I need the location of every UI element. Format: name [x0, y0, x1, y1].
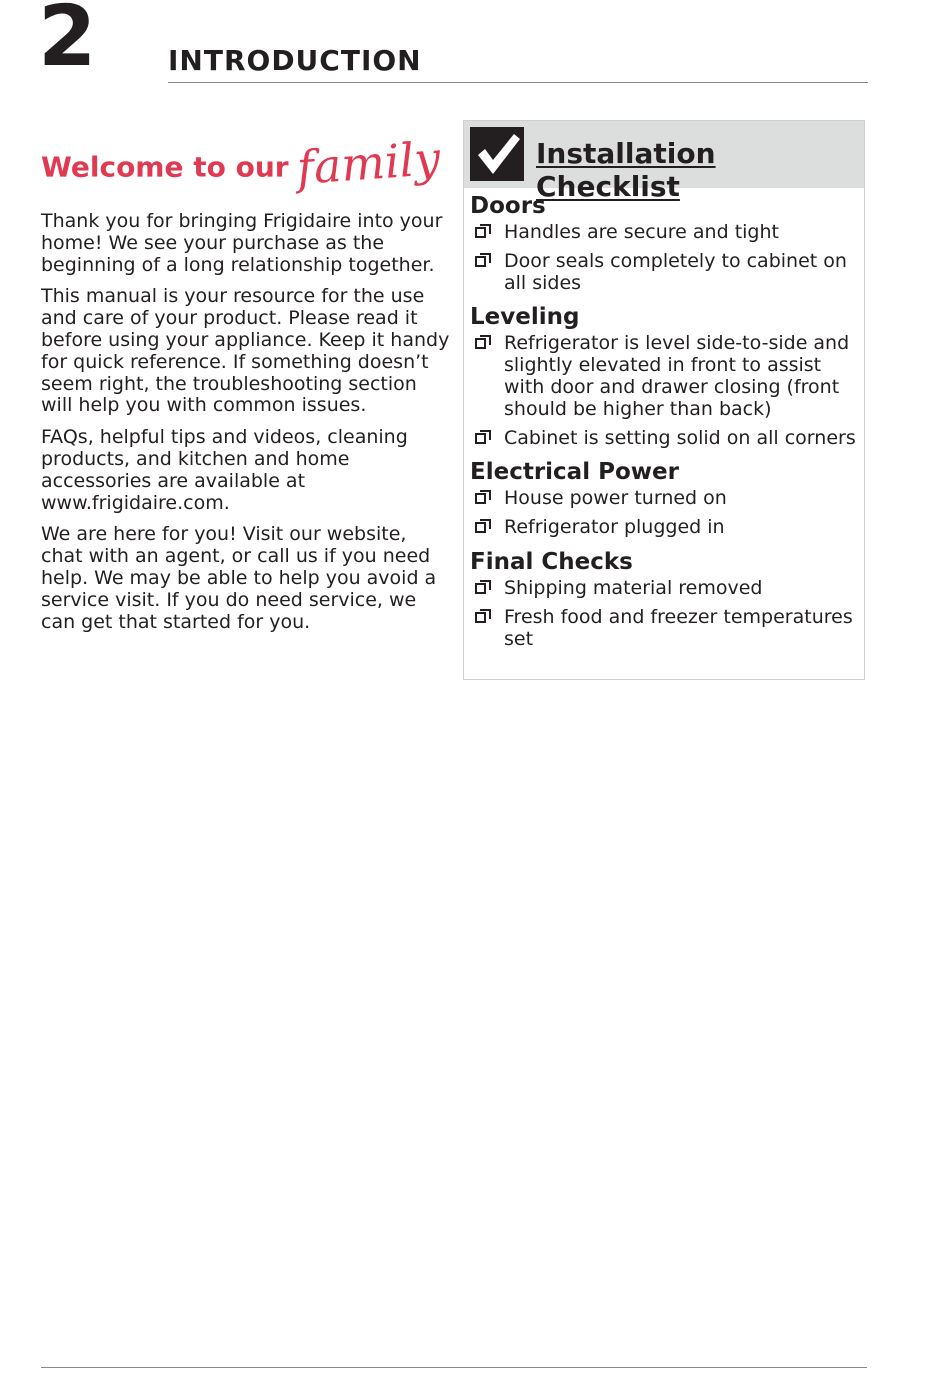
checkbox-icon — [475, 433, 486, 444]
checkbox-icon — [475, 493, 486, 504]
welcome-script-word: family — [294, 131, 442, 195]
checkbox-icon — [475, 522, 486, 533]
checklist-title: Installation Checklist — [536, 137, 716, 203]
checklist-group-heading: Final Checks — [470, 548, 633, 575]
checklist-item-label: Refrigerator is level side-to-side and slightly elevated in front to assist with door and drawer closing (front should be higher than back) — [504, 332, 850, 420]
header-divider — [168, 82, 868, 83]
checklist-item — [470, 251, 858, 295]
checklist-group-final-checks — [470, 546, 858, 650]
checklist-group-electrical-power — [470, 456, 858, 539]
checklist-header — [464, 121, 864, 203]
checklist-group-heading: Leveling — [470, 304, 580, 331]
checkbox-icon — [475, 583, 486, 594]
checklist-group-doors — [470, 190, 858, 294]
checklist-item — [470, 488, 858, 510]
page-number: 2 — [38, 0, 95, 85]
checklist-item — [470, 428, 858, 450]
checkbox-icon — [475, 227, 486, 238]
checkmark-icon — [470, 127, 524, 181]
checklist-group-leveling — [470, 301, 858, 449]
checklist-item-label: Shipping material removed — [504, 576, 763, 599]
section-title: INTRODUCTION — [168, 44, 422, 77]
intro-paragraph: Thank you for bringing Frigidaire into your home! We see your purchase as the beginning of a long relationship together. — [41, 210, 443, 276]
installation-checklist — [463, 120, 865, 680]
footer-divider — [41, 1367, 867, 1368]
intro-column — [41, 211, 451, 643]
checklist-body — [464, 188, 864, 650]
checklist-item-label: Refrigerator plugged in — [504, 516, 725, 539]
checklist-group-heading: Electrical Power — [470, 459, 679, 486]
checklist-item-label: Fresh food and freezer temperatures set — [504, 605, 853, 650]
checkbox-icon — [475, 338, 486, 349]
checklist-item — [470, 517, 858, 539]
welcome-heading — [41, 131, 442, 195]
checklist-item-label: Cabinet is setting solid on all corners — [504, 426, 856, 449]
intro-paragraph: We are here for you! Visit our website, chat with an agent, or call us if you need help. We may be able to help you avoid a service visit. If you do need service, we can get that started for you. — [41, 523, 437, 633]
intro-paragraph: FAQs, helpful tips and videos, cleaning products, and kitchen and home accessories are available at www.frigidaire.com. — [41, 426, 408, 514]
checklist-item — [470, 578, 858, 600]
checklist-item — [470, 607, 858, 651]
welcome-heading-text: Welcome to our — [41, 150, 289, 184]
checkbox-icon — [475, 256, 486, 267]
intro-paragraph: This manual is your resource for the use and care of your product. Please read it before using your appliance. Keep it handy for quick reference. If something doesn’t seem right, the troubleshooting section will help you with common issues. — [41, 285, 450, 417]
checklist-item-label: Door seals completely to cabinet on all sides — [504, 249, 847, 294]
checklist-item — [470, 222, 858, 244]
checklist-item — [470, 333, 858, 420]
checklist-group-heading: Doors — [470, 193, 546, 219]
checkbox-icon — [475, 612, 486, 623]
checklist-item-label: Handles are secure and tight — [504, 221, 779, 243]
checklist-item-label: House power turned on — [504, 487, 727, 510]
